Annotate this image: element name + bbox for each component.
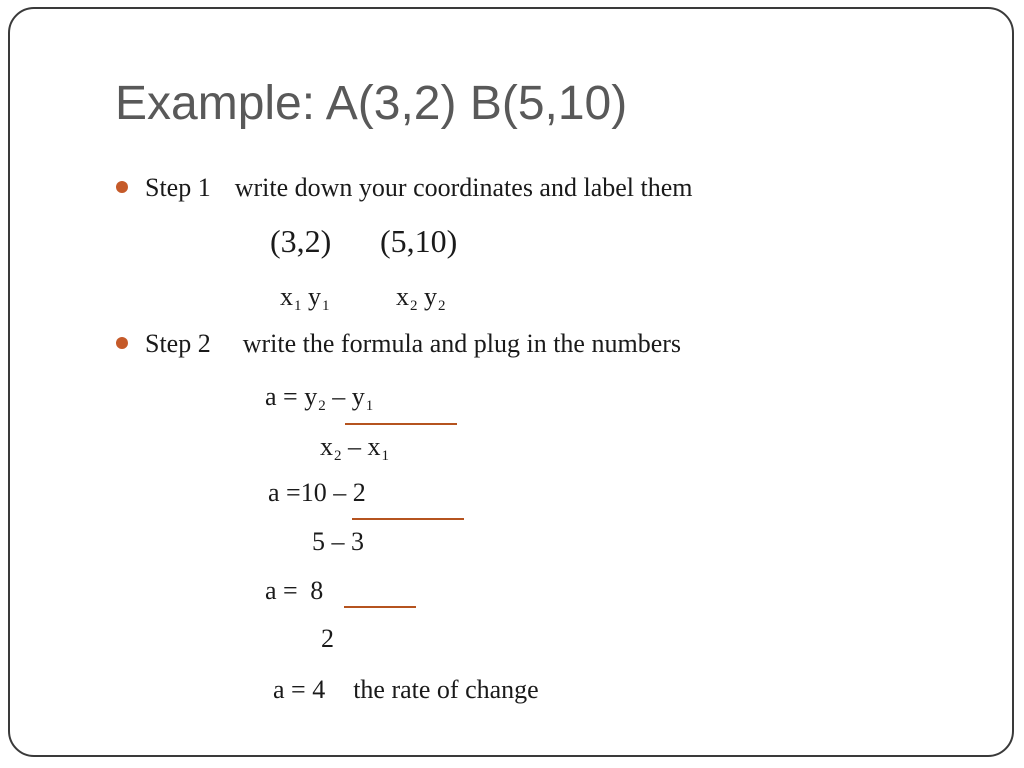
- simplified-fraction-bar: [344, 606, 416, 608]
- formula-x2: x: [320, 432, 333, 461]
- x2-subscript: 2: [410, 298, 418, 314]
- simplified-numerator: [265, 578, 323, 604]
- plugged-numerator-value: 10 – 2: [300, 478, 366, 507]
- bullet-icon: [116, 181, 128, 193]
- plugged-fraction-bar: [352, 518, 464, 520]
- y1-subscript: 1: [322, 298, 330, 314]
- step2-text: write the formula and plug in the numbers: [242, 329, 682, 358]
- y1-label: y: [308, 282, 321, 311]
- formula-minus: –: [325, 382, 352, 411]
- formula-x1: x: [367, 432, 381, 461]
- step1-text: write down your coordinates and label them: [234, 173, 693, 202]
- formula-numerator: [265, 384, 373, 414]
- result-description: the rate of change: [353, 675, 539, 704]
- formula-y2-subscript: 2: [318, 398, 326, 414]
- plugged-numerator: [268, 480, 366, 506]
- simplified-lhs: a =: [265, 576, 305, 605]
- y2-label: y: [424, 282, 437, 311]
- formula-y2: y: [304, 382, 318, 411]
- formula-fraction-bar: [345, 423, 457, 425]
- result-equation: a = 4: [273, 675, 326, 704]
- step1-line: [145, 175, 693, 201]
- formula-x2-subscript: 2: [334, 448, 342, 464]
- step2-label: Step 2: [145, 329, 211, 358]
- x1-subscript: 1: [294, 298, 302, 314]
- formula-x1-subscript: 1: [381, 448, 389, 464]
- plugged-lhs: a =: [268, 478, 301, 507]
- plugged-denominator: 5 – 3: [312, 527, 364, 556]
- slide-title: Example: A(3,2) B(5,10): [115, 77, 628, 130]
- y2-subscript: 2: [438, 298, 446, 314]
- point1: (3,2): [270, 223, 332, 259]
- simplified-numerator-value: 8: [310, 576, 324, 605]
- point1-labels: [280, 284, 330, 314]
- formula-lhs: a =: [265, 382, 305, 411]
- point2-labels: [396, 284, 446, 314]
- step2-line: [145, 331, 681, 357]
- formula-denominator: [320, 434, 389, 464]
- x1-label: x: [280, 282, 293, 311]
- x2-label: x: [396, 282, 409, 311]
- simplified-denominator: 2: [321, 624, 334, 653]
- step1-label: Step 1: [145, 173, 211, 202]
- formula-minus: –: [341, 432, 368, 461]
- formula-y1: y: [351, 382, 365, 411]
- result-line: [273, 677, 539, 703]
- point2: (5,10): [380, 223, 458, 259]
- bullet-icon: [116, 337, 128, 349]
- formula-y1-subscript: 1: [365, 398, 374, 414]
